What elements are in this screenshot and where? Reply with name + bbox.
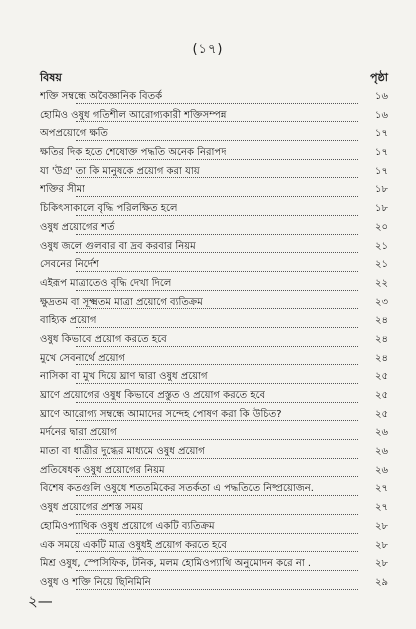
dotted-leader bbox=[76, 271, 358, 272]
toc-entry bbox=[32, 480, 388, 499]
toc-entry-title: ঘ্রাণে প্রয়োগের ওষুধ কিভাবে প্রস্তুত ও প্রয়োগ করতে হবে bbox=[40, 390, 266, 401]
toc-entry-title: ক্ষুদ্রতম বা সূক্ষ্মতম মাত্রা প্রয়োগে ব্যতিক্রম bbox=[40, 296, 203, 308]
toc-entry-page: ২৪ bbox=[375, 333, 388, 345]
toc-entry-page: ২০ bbox=[374, 221, 388, 233]
toc-entry-page: ২৪ bbox=[375, 315, 388, 327]
toc-entry-page: ২৮ bbox=[375, 558, 388, 570]
toc-entry-page: ২৮ bbox=[375, 520, 388, 532]
toc-entry bbox=[32, 499, 388, 518]
toc-entry-title: নাসিকা বা মুখ দিয়ে ঘ্রাণ দ্বারা ওষুধ প্রয়োগ bbox=[40, 371, 208, 383]
toc-entry-page: ১৮ bbox=[375, 184, 388, 196]
toc-entry-title: বিশেষ কতগুলি ওষুধে শততমিকের সতর্কতা এ পদ্ধতিতে নিষ্প্রয়োজন. bbox=[40, 483, 314, 495]
toc-entry bbox=[32, 219, 388, 238]
toc-entry-page: ২৭ bbox=[374, 483, 388, 495]
toc-entry-title: মাতা বা ধাত্রীর দুগ্ধের মাধ্যমে ওষুধ প্রয়োগ bbox=[40, 446, 205, 458]
toc-entry bbox=[32, 387, 388, 406]
toc-entry bbox=[32, 125, 388, 144]
toc-entry-page: ২৩ bbox=[374, 296, 388, 308]
toc-entry-page: ২৬ bbox=[374, 446, 388, 458]
toc-entry-page: ১৮ bbox=[375, 203, 388, 215]
page-number: (১৭) bbox=[192, 42, 224, 57]
toc-entry bbox=[32, 368, 388, 387]
toc-entry bbox=[32, 555, 388, 574]
page-column-label: পৃষ্ঠা bbox=[370, 71, 388, 84]
toc-entry-page: ২২ bbox=[374, 277, 388, 289]
toc-entry bbox=[32, 574, 388, 593]
toc-entry-title: বাহ্যিক প্রয়োগ bbox=[40, 315, 97, 327]
toc-entry bbox=[32, 537, 388, 556]
toc-entry-title: প্রতিষেধক ওষুধ প্রয়োগের নিয়ম bbox=[40, 464, 165, 476]
toc-entry-title: ঘ্রাণে আরোগ্য সম্বন্ধে আমাদের সন্দেহ পোষণ করা কি উচিত? bbox=[40, 408, 282, 420]
toc-entry-title: ওষুধ প্রয়োগের শর্ত bbox=[40, 221, 115, 233]
toc-entry bbox=[32, 294, 388, 313]
toc-entry-page: ২৯ bbox=[375, 576, 388, 588]
toc-entry bbox=[32, 144, 388, 163]
toc-entry-page: ১৭ bbox=[375, 165, 388, 177]
toc-entry-page: ১৭ bbox=[375, 147, 388, 159]
toc-entry bbox=[32, 275, 388, 294]
toc-entry-page: ১৬ bbox=[375, 109, 388, 121]
toc-entry bbox=[32, 238, 388, 257]
toc-entry bbox=[32, 200, 388, 219]
toc-entry bbox=[32, 406, 388, 425]
toc-entry-page: ২৬ bbox=[374, 464, 388, 476]
toc-entry bbox=[32, 312, 388, 331]
toc-entry-title: ক্ষতির দিক হতে শেষোক্ত পদ্ধতি অনেক নিরাপদ bbox=[40, 147, 227, 159]
toc-entry-title: ওষুধ জলে গুলবার বা দ্রব করবার নিয়ম bbox=[40, 240, 196, 252]
toc-entry-page: ২৮ bbox=[375, 539, 388, 551]
toc-entry-page: ২৪ bbox=[375, 352, 388, 364]
toc-entry bbox=[32, 181, 388, 200]
toc-entry bbox=[32, 350, 388, 369]
toc-entry-title: হোমিওপ্যাথিক ওষুধ প্রয়োগে একটি ব্যতিক্রম bbox=[40, 520, 215, 532]
toc-entry bbox=[32, 424, 388, 443]
toc-entry-title: সেবনের নির্দেশ bbox=[40, 259, 99, 271]
toc-entry-title: এক সময়ে একটি মাত্র ওষুধই প্রয়োগ করতে হবে bbox=[40, 539, 227, 551]
toc-entry-title: চিকিৎসাকালে বৃদ্ধি পরিলক্ষিত হলে bbox=[40, 203, 178, 215]
dotted-leader bbox=[76, 234, 358, 235]
toc-entry bbox=[32, 462, 388, 481]
toc-entry-page: ২৫ bbox=[375, 408, 388, 420]
toc-entry-title: অপপ্রয়োগে ক্ষতি bbox=[40, 128, 108, 140]
toc-entry-page: ২১ bbox=[375, 259, 388, 271]
toc-entry-title: শক্তি সম্বন্ধে অবৈজ্ঞানিক বিতর্ক bbox=[40, 91, 163, 102]
toc-entry-title: মিশ্র ওষুধ, স্পেসিফিক, টনিক, মলম হোমিওপ্যাথি অনুমোদন করে না . bbox=[40, 558, 312, 570]
toc-entry-page: ১৬ bbox=[375, 91, 388, 102]
toc-entry bbox=[32, 88, 388, 107]
toc-entry-title: যা 'উগ্র' তা কি মানুষকে প্রয়োগ করা যায় bbox=[40, 165, 200, 177]
toc-entry bbox=[32, 443, 388, 462]
toc-entry-page: ২৫ bbox=[375, 390, 388, 401]
toc-entry-title: শক্তির সীমা bbox=[40, 184, 86, 196]
toc-entry bbox=[32, 163, 388, 182]
toc-entry bbox=[32, 518, 388, 537]
table-of-contents bbox=[32, 88, 388, 593]
toc-entry-page: ২৬ bbox=[374, 427, 388, 439]
dotted-leader bbox=[76, 439, 358, 440]
toc-entry-title: এইরূপ মাত্রাতেও বৃদ্ধি দেখা দিলে bbox=[40, 277, 172, 289]
dotted-leader bbox=[76, 196, 358, 197]
toc-entry-title: মর্দনের দ্বারা প্রয়োগ bbox=[40, 427, 117, 439]
footer-mark: ২— bbox=[28, 592, 53, 610]
dotted-leader bbox=[76, 140, 358, 141]
subject-column-label: বিষয় bbox=[40, 71, 62, 84]
toc-entry-title: মুখে সেবনার্থে প্রয়োগ bbox=[40, 352, 125, 364]
toc-entry-page: ২৫ bbox=[375, 371, 388, 383]
toc-entry-title: ওষুধ প্রয়োগের প্রশস্ত সময় bbox=[40, 502, 143, 514]
toc-entry bbox=[32, 107, 388, 126]
toc-entry-page: ২৭ bbox=[374, 502, 388, 514]
toc-entry-title: ওষুধ ও শক্তি নিয়ে ছিনিমিনি bbox=[40, 576, 151, 588]
dotted-leader bbox=[76, 327, 358, 328]
toc-header bbox=[32, 69, 388, 85]
toc-entry bbox=[32, 331, 388, 350]
toc-entry-page: ১৭ bbox=[375, 128, 388, 140]
toc-entry-page: ২১ bbox=[375, 240, 388, 252]
toc-entry bbox=[32, 256, 388, 275]
toc-entry-title: ওষুধ কিভাবে প্রয়োগ করতে হবে bbox=[40, 333, 167, 345]
toc-entry-title: হোমিও ওষুধ গতিশীল আরোগ্যকারী শক্তিসম্পন্ন bbox=[40, 109, 227, 121]
